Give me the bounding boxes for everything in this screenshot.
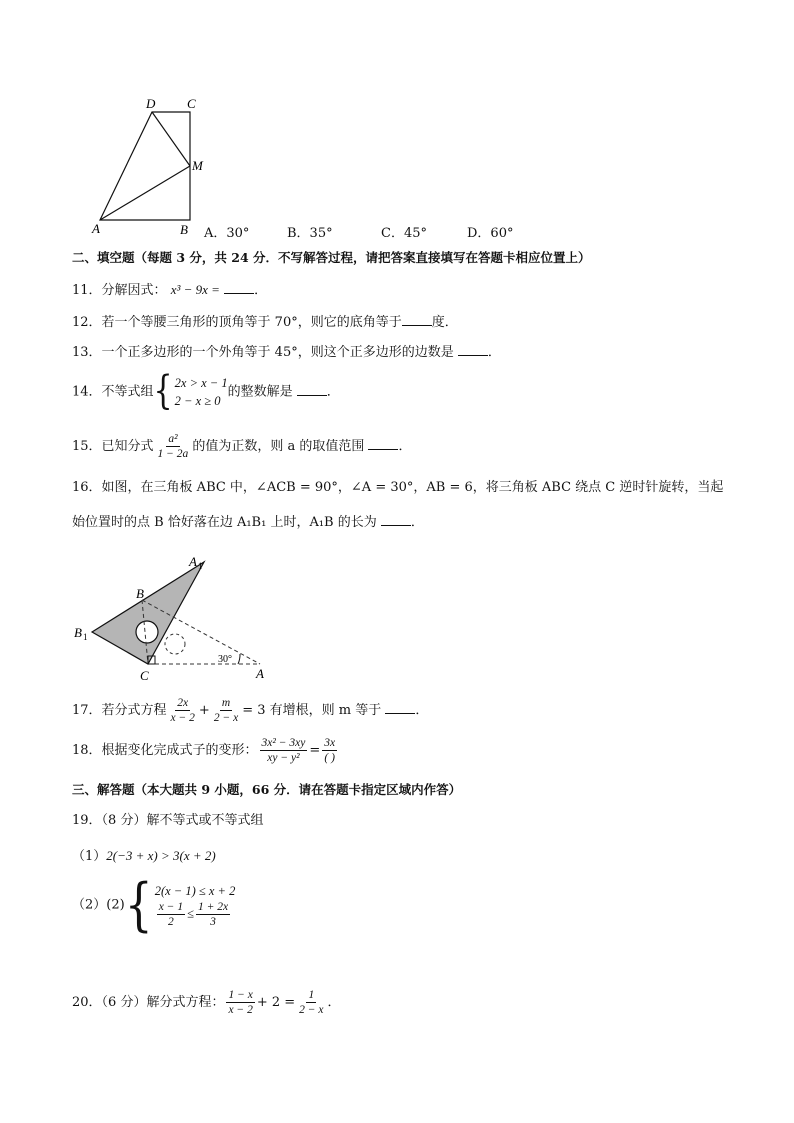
q18-l-num: 3x² − 3xy (261, 737, 306, 749)
q19-le: ≤ (187, 906, 194, 921)
q11-expr: x³ − 9x = (170, 282, 220, 297)
q11-answer-blank[interactable] (224, 281, 254, 294)
q13-answer-blank[interactable] (458, 343, 488, 356)
q16-answer-blank[interactable] (381, 513, 411, 526)
q19-part2-system (155, 882, 236, 929)
q15-middle: 的值为正数，则 a 的取值范围 (192, 439, 365, 454)
q19-part1-expr: 2(−3 + x) > 3(x + 2) (106, 848, 216, 863)
q18-right-fraction (322, 736, 337, 765)
q12-suffix: 度． (431, 315, 458, 330)
q17-f1-den: x − 2 (170, 712, 195, 724)
q17-suffix: ． (415, 703, 429, 718)
q19-f2-num: 1 + 2x (197, 901, 229, 913)
q10-option-b: B．35° (287, 226, 333, 241)
q10-option-c: C．45° (381, 226, 427, 241)
q17-eq: = 3 有增根，则 m 等于 (242, 703, 382, 718)
q17-f1-num: 2x (177, 697, 189, 709)
q20-prefix: 20．（6 分）解分式方程： (72, 995, 225, 1010)
q19-part2-f1 (157, 900, 185, 929)
q10-option-d: D．60° (467, 226, 514, 241)
q20-f2-den: 2 − x (299, 1004, 324, 1016)
label-a: A (256, 666, 264, 681)
figure-rectangle-dcma (80, 92, 210, 242)
q19-part2-f2 (196, 900, 230, 929)
question-20 (72, 988, 341, 1017)
label-c: C (140, 668, 149, 683)
q20-f2-num: 1 (308, 989, 315, 1001)
label-d: D (146, 96, 156, 111)
label-b1: B (74, 625, 82, 640)
q19-f1-num: x − 1 (158, 901, 184, 913)
q19-part1-label: （1） (72, 849, 107, 864)
label-a: A (92, 221, 100, 236)
q11-suffix: ． (254, 283, 268, 298)
label-b: B (180, 222, 188, 237)
q11-prefix: 11．分解因式： (72, 283, 167, 298)
label-b1-sub: 1 (83, 632, 88, 642)
q17-answer-blank[interactable] (385, 701, 415, 714)
q17-fraction-2 (212, 696, 240, 725)
q16-line2-prefix: 始位置时的点 B 恰好落在边 A₁B₁ 上时，A₁B 的长为 (72, 515, 377, 530)
q19-f2-den: 3 (210, 916, 216, 928)
question-11 (72, 281, 267, 300)
q18-r-num: 3x (324, 737, 336, 749)
question-19-part1 (72, 847, 216, 866)
q14-system (175, 374, 228, 410)
q14-answer-blank[interactable] (297, 383, 327, 396)
q17-f2-num: m (221, 697, 231, 709)
q17-plus: + (198, 703, 210, 718)
q14-prefix: 14．不等式组 (72, 384, 154, 400)
question-12 (72, 313, 458, 332)
q20-f1-den: x − 2 (228, 1004, 253, 1016)
q20-suffix: ． (327, 995, 341, 1010)
question-18 (72, 736, 339, 765)
question-16-line1: 16．如图，在三角板 ABC 中，∠ACB = 90°，∠A = 30°，AB = 6，将三角板 ABC 绕点 C 逆时针旋转，当起 (72, 480, 724, 495)
q17-fraction-1 (169, 696, 197, 725)
q12-answer-blank[interactable] (402, 313, 432, 326)
q17-prefix: 17．若分式方程 (72, 703, 167, 718)
q20-plus2: + 2 = (256, 995, 296, 1010)
q19-part2-line2 (155, 900, 236, 929)
label-a1: A (189, 554, 197, 569)
figure-set-square (70, 550, 280, 685)
q15-prefix: 15．已知分式 (72, 439, 154, 454)
q14-brace: { (153, 368, 173, 415)
q13-suffix: ． (487, 345, 501, 360)
q14-middle: 的整数解是 (227, 384, 293, 400)
q18-eq: = (309, 743, 321, 758)
q15-den: 1 − 2a (157, 448, 189, 460)
q17-f2-den: 2 − x (213, 712, 239, 724)
q19-part2-inner-label: (2) (106, 897, 125, 913)
q16-suffix: ． (410, 515, 424, 530)
label-m: M (192, 158, 203, 173)
label-a1-sub: 1 (198, 561, 203, 571)
q20-fraction-1 (226, 988, 254, 1017)
question-19-title: 19．（8 分）解不等式或不等式组 (72, 813, 264, 828)
q18-prefix: 18．根据变化完成式子的变形： (72, 743, 258, 758)
q15-suffix: ． (398, 439, 412, 454)
q18-l-den: xy − y² (267, 752, 300, 764)
q12-prefix: 12．若一个等腰三角形的顶角等于 70°，则它的底角等于 (72, 315, 402, 330)
q20-fraction-2 (297, 988, 325, 1017)
q15-fraction (156, 432, 191, 461)
q13-prefix: 13．一个正多边形的一个外角等于 45°，则这个正多边形的边数是 (72, 345, 454, 360)
question-16-line2 (72, 513, 424, 532)
question-19-part2 (72, 871, 236, 938)
q15-num: a² (168, 433, 178, 445)
q19-part2-label: （2） (72, 897, 107, 913)
question-15 (72, 432, 411, 461)
q18-left-fraction (260, 736, 308, 765)
q19-part2-brace: { (124, 871, 153, 938)
question-17 (72, 696, 428, 725)
section2-heading: 二、填空题（每题 3 分，共 24 分．不写解答过程，请把答案直接填写在答题卡相应位置上） (72, 250, 591, 265)
q15-answer-blank[interactable] (368, 437, 398, 450)
label-c: C (187, 96, 196, 111)
q20-f1-num: 1 − x (228, 989, 253, 1001)
label-b: B (136, 586, 144, 601)
q19-f1-den: 2 (168, 916, 174, 928)
section3-heading: 三、解答题（本大题共 9 小题，66 分．请在答题卡指定区域内作答） (72, 782, 462, 797)
label-angle-30: 30° (218, 654, 232, 665)
question-13 (72, 343, 501, 362)
q18-r-den[interactable]: ( ) (324, 752, 335, 764)
q14-line2: 2 − x ≥ 0 (174, 394, 221, 408)
q19-part2-line1: 2(x − 1) ≤ x + 2 (154, 884, 236, 898)
question-14 (72, 368, 340, 415)
q10-option-a: A．30° (204, 226, 250, 241)
q14-line1: 2x > x − 1 (174, 376, 228, 390)
q14-suffix: ． (326, 384, 340, 400)
